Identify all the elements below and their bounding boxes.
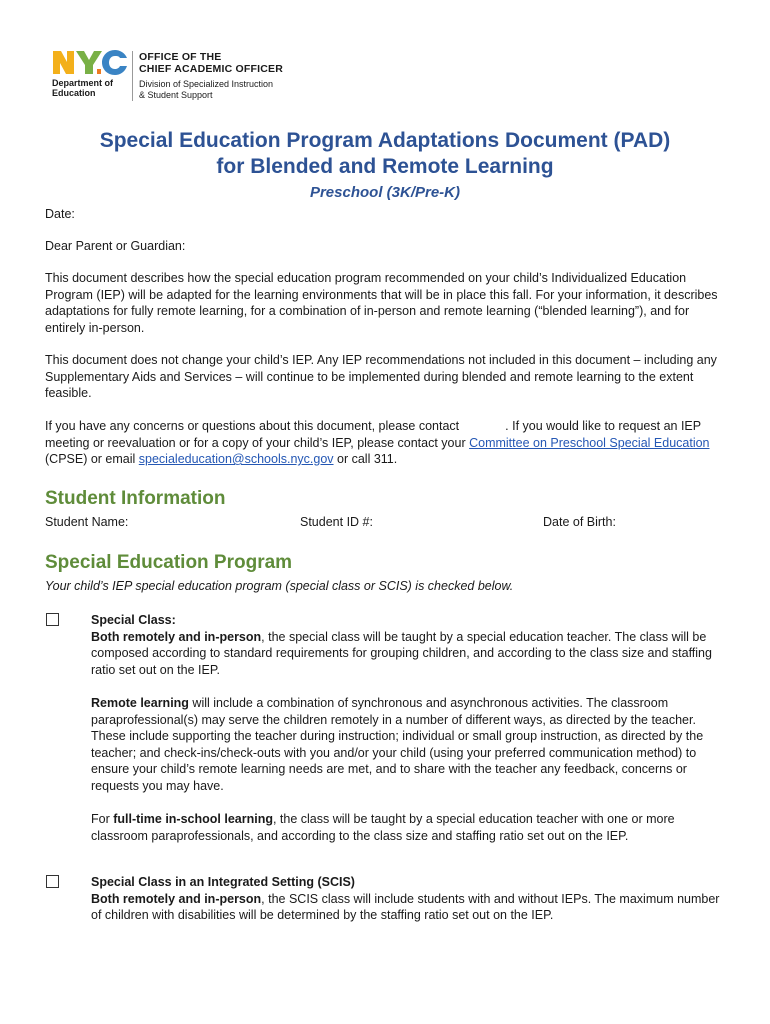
- logo-divider: [132, 51, 133, 101]
- contact-text-d: or call 311.: [333, 452, 398, 466]
- intro-paragraph: This document describes how the special education program recommended on your child’s Individualized Education Program (IEP) will be adapted for the learning environments that will be in place this fall. For your information, it describes adaptations for fully remote learning, for a combination of in-person and remote learning (“blended learning”), and for entirely in-person.: [45, 271, 718, 335]
- special-class-checkbox[interactable]: [46, 613, 59, 626]
- date-label: Date:: [45, 207, 75, 221]
- contact-text-b: . If you would like to request an IEP meeting or reevaluation or for a copy of your child’s IEP, please contact your: [45, 419, 701, 450]
- program-heading: Special Education Program: [45, 552, 293, 573]
- contact-paragraph: [45, 418, 725, 468]
- office-subtitle: Division of Specialized Instruction & Student Support: [139, 79, 274, 100]
- iep-unchanged-paragraph: This document does not change your child’s IEP. Any IEP recommendations not included in this document – including any Supplementary Aids and Services – will continue to be implemented during blended and remote learning to the extent feasible.: [45, 353, 717, 400]
- document-title-line-2: for Blended and Remote Learning: [216, 155, 554, 178]
- scis-title: Special Class in an Integrated Setting (SCIS): [91, 875, 355, 889]
- student-info-heading: Student Information: [45, 488, 226, 509]
- special-class-p1: Both remotely and in-person, the special class will be taught by a special education teacher. The class will be composed according to standard requirements for grouping children, and according to the class size and staffing ratio set out on the IEP.: [91, 629, 712, 677]
- contact-text-c: (CPSE) or email: [45, 452, 136, 466]
- salutation: Dear Parent or Guardian:: [45, 239, 186, 253]
- document-title-line-1: Special Education Program Adaptations Document (PAD): [99, 129, 671, 152]
- special-class-p3: For full-time in-school learning, the class will be taught by a special education teacher with one or more classroom paraprofessionals, and according to the class size and staffing ratio set out on the IEP.: [91, 812, 675, 843]
- office-title: OFFICE OF THE CHIEF ACADEMIC OFFICER: [139, 51, 284, 75]
- scis-p1: Both remotely and in-person, the SCIS class will include students with and without IEPs. The maximum number of children with disabilities will be determined by the staffing ratio set out on the IEP.: [91, 891, 720, 922]
- special-class-block: [91, 612, 731, 844]
- department-of-education-label: Department of Education: [52, 78, 114, 98]
- cpse-link[interactable]: Committee on Preschool Special Education: [469, 435, 710, 450]
- student-name-label: Student Name:: [45, 515, 129, 529]
- special-class-title: Special Class:: [91, 613, 176, 627]
- date-of-birth-label: Date of Birth:: [543, 515, 616, 529]
- program-note: Your child’s IEP special education program (special class or SCIS) is checked below.: [45, 579, 514, 593]
- scis-block: [91, 874, 731, 924]
- student-id-label: Student ID #:: [300, 515, 373, 529]
- document-subtitle: Preschool (3K/Pre-K): [309, 184, 461, 201]
- doe-logo: [51, 48, 301, 108]
- special-class-p2: Remote learning will include a combination of synchronous and asynchronous activities. The classroom paraprofessional(s) may serve the children remotely in a number of different ways, as directed by the teacher. These include supporting the teacher during instruction; individual or small group instruction, as directed by the teacher; and check-ins/check-outs with you and/or your child (using your preferred communication method) to ensure your child’s remote learning needs are met, and to share with the teacher any feedback, concerns or requests you may have.: [91, 696, 704, 793]
- nyc-logo-mark: [51, 48, 131, 76]
- scis-checkbox[interactable]: [46, 875, 59, 888]
- contact-text-a: If you have any concerns or questions about this document, please contact: [45, 419, 460, 433]
- email-link[interactable]: specialeducation@schools.nyc.gov: [138, 452, 334, 466]
